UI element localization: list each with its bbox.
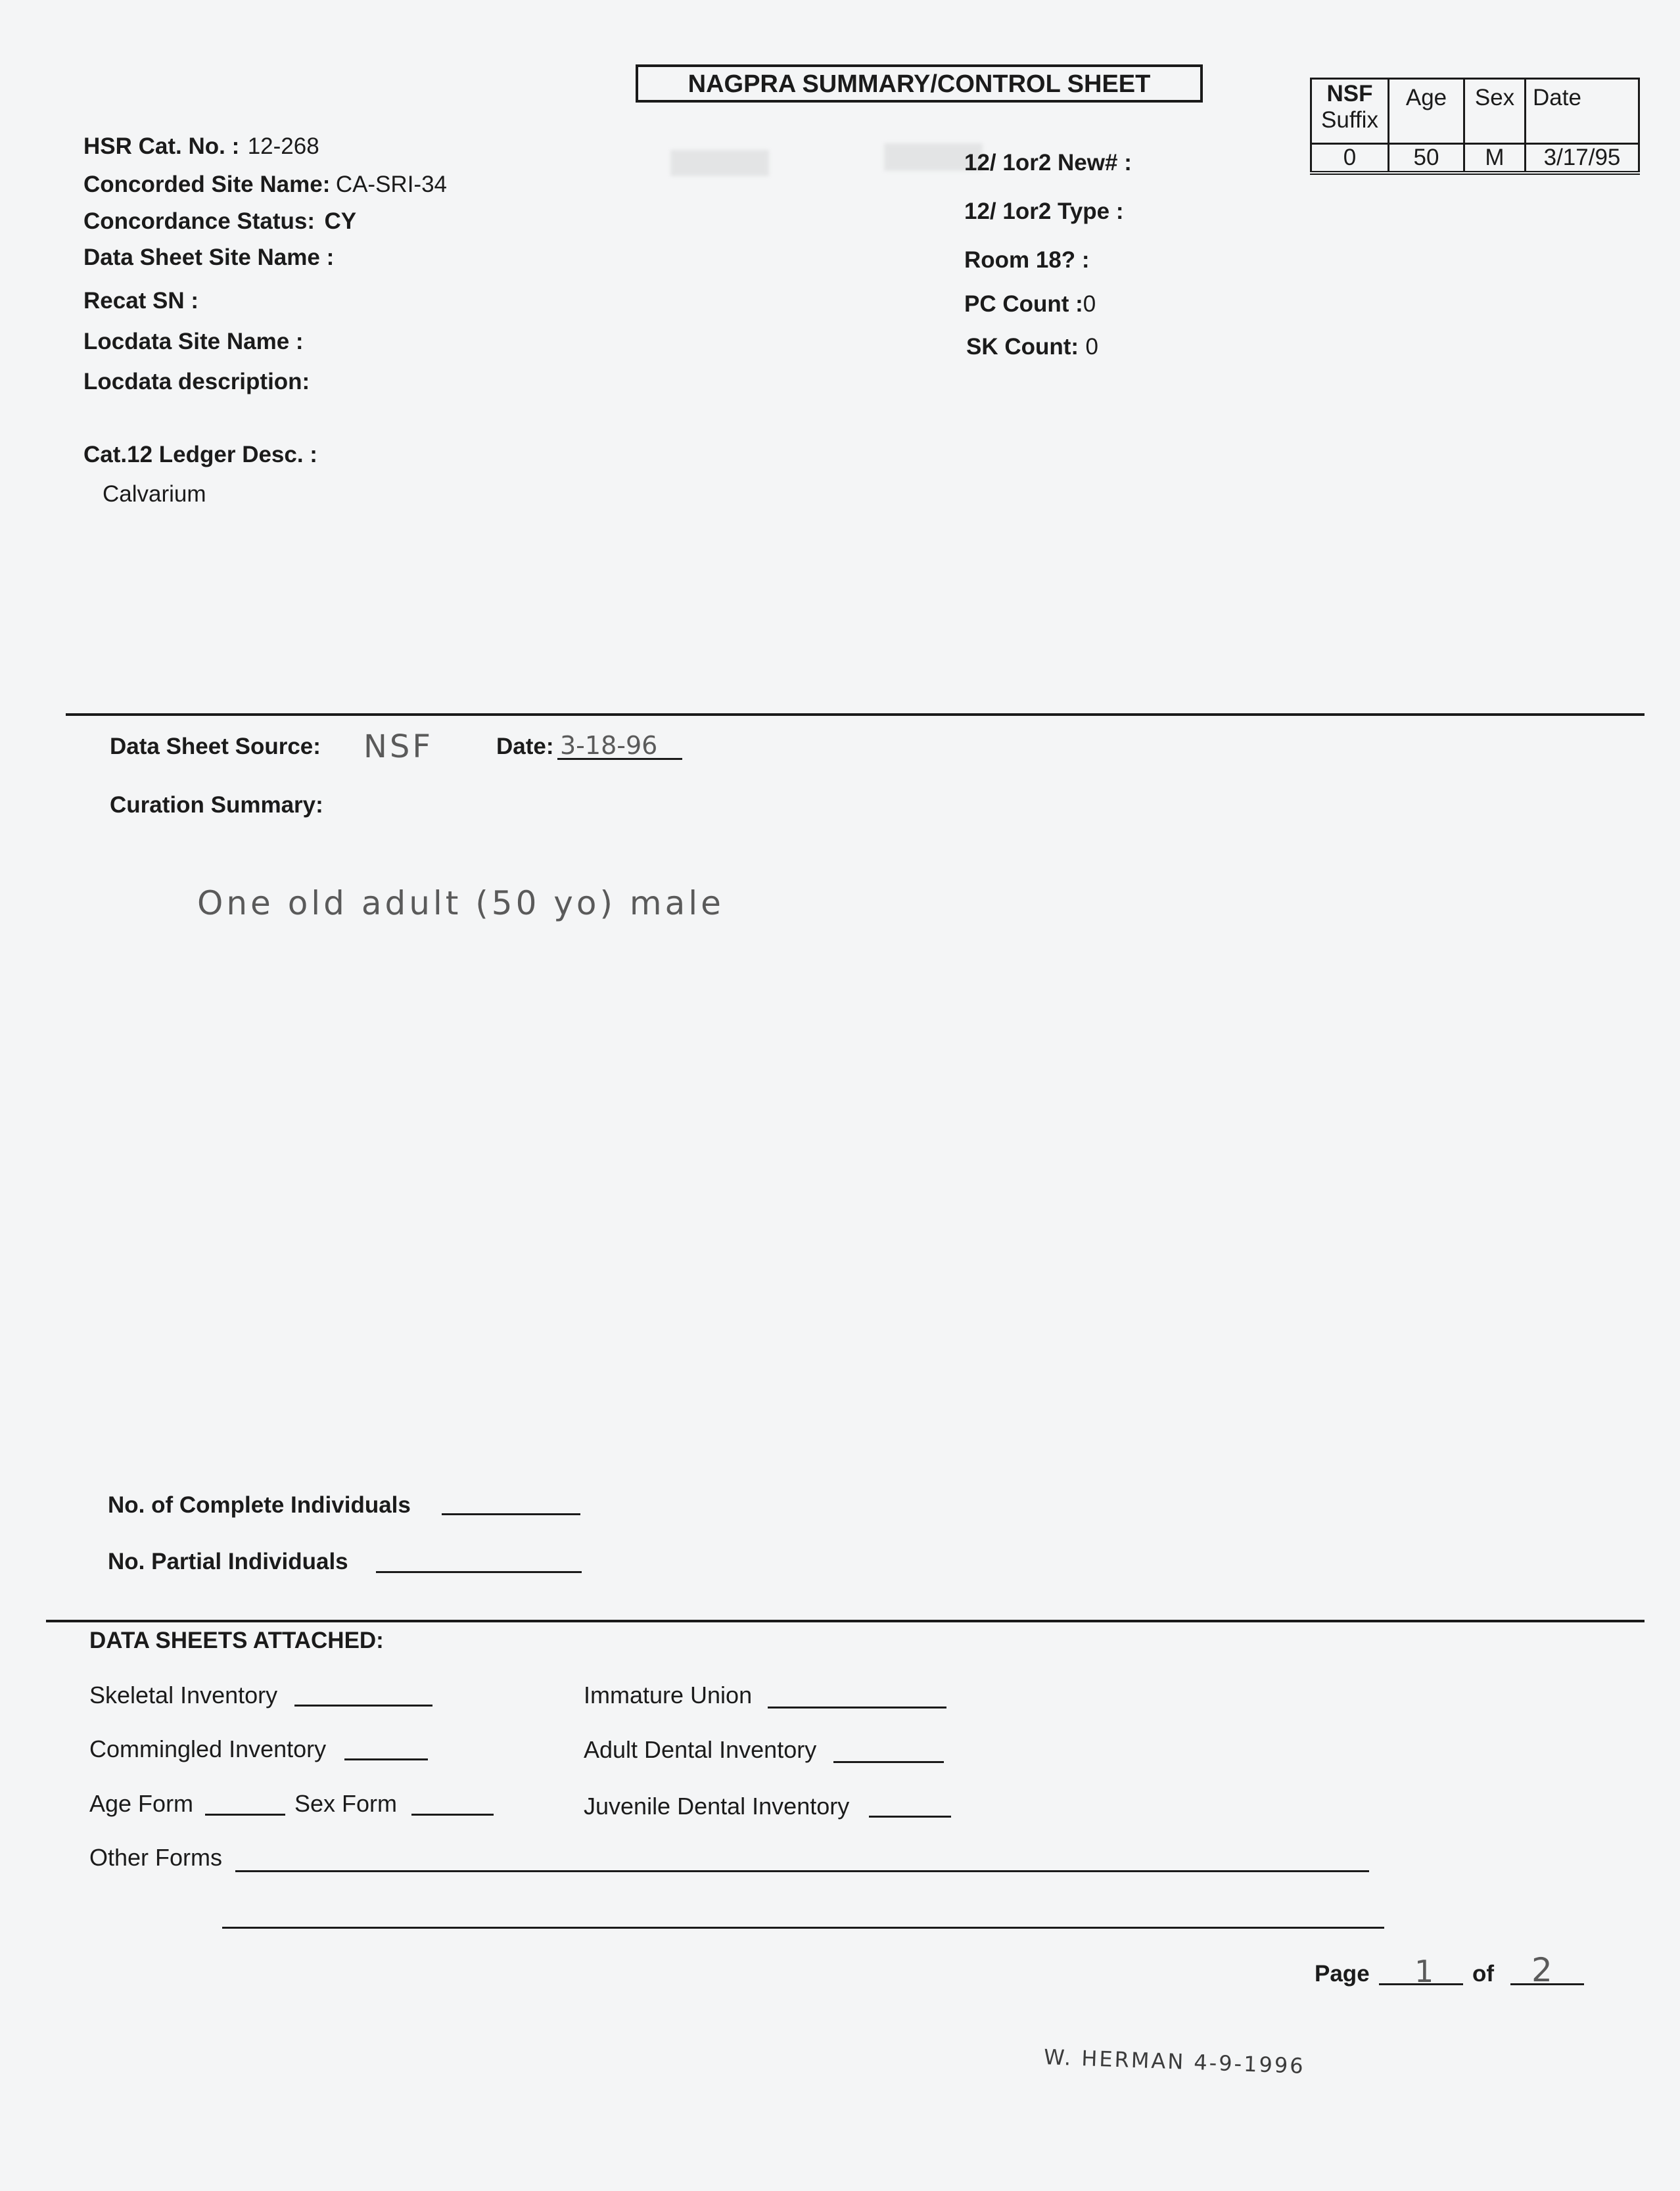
nsf-suffix-header — [1311, 79, 1389, 144]
page-title: NAGPRA SUMMARY/CONTROL SHEET — [636, 64, 1203, 103]
pc-count-value: 0 — [1083, 291, 1096, 317]
scan-smudge — [670, 150, 769, 176]
concordance-status-label: Concordance Status: — [83, 208, 315, 234]
date-header: Date — [1526, 79, 1639, 144]
immature-union-label: Immature Union — [584, 1682, 753, 1708]
hsr-cat-field — [83, 133, 319, 160]
hsr-cat-value: 12-268 — [247, 133, 319, 159]
type-label: 12/ 1or2 Type : — [964, 199, 1124, 224]
suffix-header: Suffix — [1321, 107, 1378, 133]
sex-form-field[interactable] — [411, 1814, 494, 1816]
adult-dental-inventory-label: Adult Dental Inventory — [584, 1736, 817, 1763]
data-sheets-attached-heading: DATA SHEETS ATTACHED: — [89, 1628, 384, 1653]
nsf-header: NSF — [1326, 81, 1373, 106]
data-sheet-site-label: Data Sheet Site Name : — [83, 245, 335, 270]
page-label: Page — [1315, 1961, 1370, 1987]
room-18-label: Room 18? : — [964, 247, 1090, 273]
curation-summary-label: Curation Summary: — [110, 792, 323, 818]
source-date-label: Date: — [496, 734, 554, 759]
total-pages-line — [1510, 1983, 1584, 1985]
of-label: of — [1472, 1961, 1495, 1987]
partial-individuals-field[interactable] — [376, 1571, 582, 1573]
sex-form-label: Sex Form — [294, 1790, 398, 1817]
curation-summary-text: One old adult (50 yo) male — [197, 884, 724, 922]
suffix-value: 0 — [1311, 144, 1389, 174]
total-pages-value: 2 — [1531, 1951, 1552, 1989]
adult-dental-inventory-field[interactable] — [833, 1761, 944, 1763]
pc-count-label: PC Count : — [964, 291, 1083, 317]
age-form-field[interactable] — [205, 1814, 285, 1816]
sk-count-value: 0 — [1085, 334, 1098, 360]
ledger-desc-label: Cat.12 Ledger Desc. : — [83, 442, 317, 467]
hsr-cat-label: HSR Cat. No. : — [83, 133, 240, 159]
skeletal-inventory-field[interactable] — [294, 1705, 432, 1707]
commingled-inventory-field[interactable] — [344, 1758, 428, 1760]
page-number-line — [1379, 1983, 1463, 1985]
section-divider — [66, 713, 1645, 716]
sex-header: Sex — [1464, 79, 1526, 144]
source-date-value: 3-18-96 — [560, 731, 658, 760]
locdata-description-label: Locdata description: — [83, 369, 310, 394]
juvenile-dental-inventory-label: Juvenile Dental Inventory — [584, 1793, 850, 1820]
ledger-desc-value: Calvarium — [103, 481, 206, 507]
concordance-status-value: CY — [324, 208, 357, 234]
age-header: Age — [1389, 79, 1464, 144]
other-forms-field-line-2[interactable] — [222, 1927, 1384, 1929]
sk-count-label: SK Count: — [966, 334, 1079, 360]
data-sheet-source-value: NSF — [363, 728, 433, 765]
data-sheet-source-label: Data Sheet Source: — [110, 734, 321, 759]
concordance-status-field — [83, 208, 356, 235]
other-forms-label: Other Forms — [89, 1844, 223, 1871]
sex-value: M — [1464, 144, 1526, 174]
partial-individuals-label: No. Partial Individuals — [108, 1549, 348, 1574]
concorded-site-field — [83, 172, 447, 198]
locdata-site-label: Locdata Site Name : — [83, 329, 304, 354]
new-number-label: 12/ 1or2 New# : — [964, 150, 1132, 176]
section-divider — [46, 1620, 1645, 1622]
reviewer-signature: W. HERMAN 4-9-1996 — [1043, 2044, 1306, 2079]
other-forms-field[interactable] — [235, 1870, 1369, 1872]
age-value: 50 — [1389, 144, 1464, 174]
date-value: 3/17/95 — [1526, 144, 1639, 174]
juvenile-dental-inventory-field[interactable] — [869, 1816, 951, 1818]
page-number-value: 1 — [1414, 1954, 1434, 1989]
concorded-site-label: Concorded Site Name: — [83, 172, 331, 197]
recat-sn-label: Recat SN : — [83, 288, 199, 314]
concorded-site-value: CA-SRI-34 — [335, 172, 448, 197]
skeletal-inventory-label: Skeletal Inventory — [89, 1682, 278, 1708]
commingled-inventory-label: Commingled Inventory — [89, 1735, 327, 1762]
age-form-label: Age Form — [89, 1790, 194, 1817]
complete-individuals-field[interactable] — [442, 1513, 580, 1515]
specimen-info-table — [1310, 78, 1640, 175]
source-date-line — [557, 758, 682, 760]
immature-union-field[interactable] — [768, 1707, 946, 1708]
sk-count-field — [966, 334, 1098, 360]
pc-count-field — [964, 291, 1096, 318]
complete-individuals-label: No. of Complete Individuals — [108, 1492, 411, 1518]
